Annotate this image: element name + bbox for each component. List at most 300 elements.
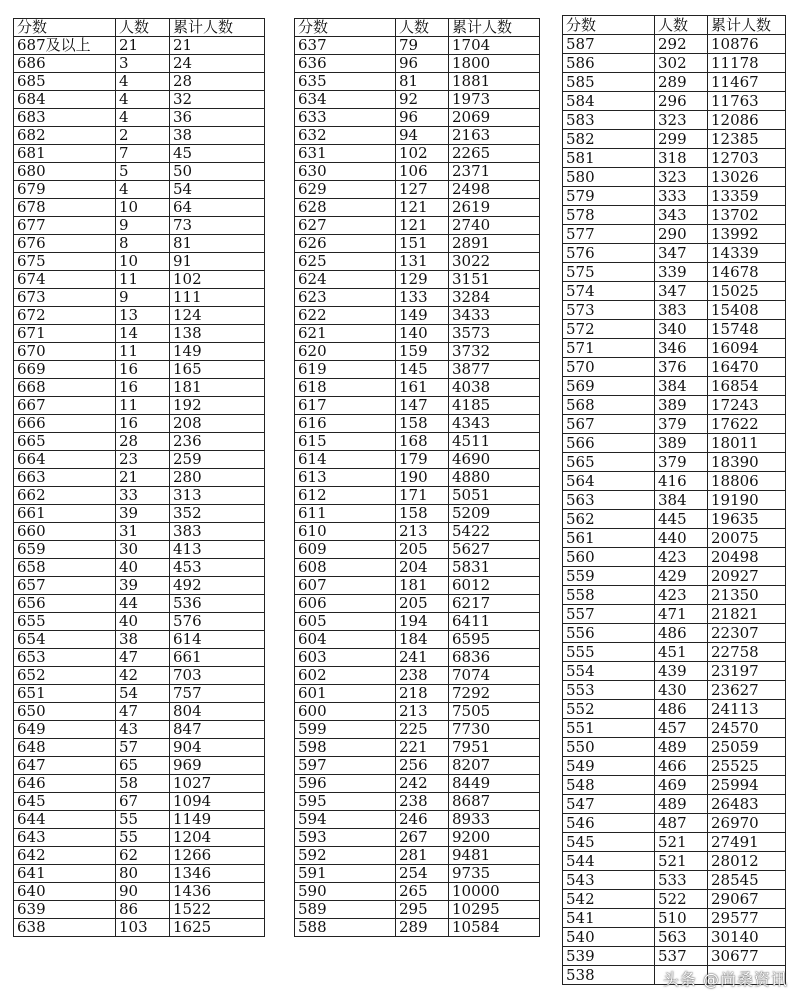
cell-score: 586	[563, 54, 655, 73]
cell-cumulative: 20075	[708, 529, 786, 548]
cell-score: 678	[14, 199, 116, 217]
cell-count: 57	[116, 739, 170, 757]
cell-score: 686	[14, 55, 116, 73]
cell-cumulative: 13702	[708, 206, 786, 225]
cell-cumulative: 9481	[449, 847, 540, 865]
cell-cumulative: 5209	[449, 505, 540, 523]
table-row	[295, 685, 540, 703]
score-table-1	[13, 18, 265, 937]
cell-score: 540	[563, 928, 655, 947]
table-row	[14, 37, 265, 55]
cell-score: 687及以上	[14, 37, 116, 55]
cell-cumulative: 16470	[708, 358, 786, 377]
cell-count: 30	[116, 541, 170, 559]
table-row	[14, 613, 265, 631]
table-row	[14, 703, 265, 721]
cell-count: 131	[396, 253, 449, 271]
table-row	[14, 217, 265, 235]
cell-count: 31	[116, 523, 170, 541]
cell-score: 602	[295, 667, 396, 685]
cell-score: 646	[14, 775, 116, 793]
cell-score: 588	[295, 919, 396, 937]
cell-score: 638	[14, 919, 116, 937]
table-row	[14, 883, 265, 901]
cell-count: 238	[396, 667, 449, 685]
cell-score: 589	[295, 901, 396, 919]
cell-count: 289	[396, 919, 449, 937]
table-row	[295, 379, 540, 397]
cell-score: 546	[563, 814, 655, 833]
cell-cumulative: 138	[170, 325, 265, 343]
cell-count: 4	[116, 109, 170, 127]
cell-cumulative: 73	[170, 217, 265, 235]
table-row	[295, 631, 540, 649]
cell-cumulative: 3022	[449, 253, 540, 271]
table-row	[563, 301, 786, 320]
table-row	[14, 271, 265, 289]
cell-count: 333	[655, 187, 708, 206]
header-count: 人数	[655, 16, 708, 35]
cell-score: 659	[14, 541, 116, 559]
cell-count: 522	[655, 890, 708, 909]
cell-score: 643	[14, 829, 116, 847]
cell-score: 634	[295, 91, 396, 109]
cell-score: 676	[14, 235, 116, 253]
cell-cumulative: 54	[170, 181, 265, 199]
table-row	[14, 163, 265, 181]
cell-count: 42	[116, 667, 170, 685]
cell-count: 62	[116, 847, 170, 865]
cell-cumulative: 81	[170, 235, 265, 253]
cell-cumulative: 19635	[708, 510, 786, 529]
table-body	[295, 37, 540, 937]
cell-count: 379	[655, 453, 708, 472]
table-row	[295, 721, 540, 739]
cell-count: 323	[655, 168, 708, 187]
cell-count: 340	[655, 320, 708, 339]
cell-score: 556	[563, 624, 655, 643]
cell-cumulative: 2740	[449, 217, 540, 235]
cell-score: 563	[563, 491, 655, 510]
cell-score: 594	[295, 811, 396, 829]
cell-score: 550	[563, 738, 655, 757]
cell-cumulative: 23627	[708, 681, 786, 700]
table-row	[14, 505, 265, 523]
table-row	[295, 811, 540, 829]
cell-score: 653	[14, 649, 116, 667]
cell-score: 648	[14, 739, 116, 757]
cell-score: 579	[563, 187, 655, 206]
cell-score: 554	[563, 662, 655, 681]
cell-score: 666	[14, 415, 116, 433]
table-row	[563, 757, 786, 776]
cell-cumulative: 11178	[708, 54, 786, 73]
cell-cumulative: 91	[170, 253, 265, 271]
table-row	[563, 187, 786, 206]
table-row	[295, 271, 540, 289]
watermark: 头条 @尚桑资讯	[662, 970, 788, 989]
cell-score: 552	[563, 700, 655, 719]
cell-count: 171	[396, 487, 449, 505]
table-row	[295, 847, 540, 865]
cell-cumulative: 15025	[708, 282, 786, 301]
cell-score: 566	[563, 434, 655, 453]
cell-score: 629	[295, 181, 396, 199]
cell-cumulative: 20927	[708, 567, 786, 586]
cell-cumulative: 2891	[449, 235, 540, 253]
cell-cumulative: 1436	[170, 883, 265, 901]
table-row	[14, 577, 265, 595]
cell-cumulative: 18390	[708, 453, 786, 472]
cell-cumulative: 21821	[708, 605, 786, 624]
table-row	[563, 339, 786, 358]
score-table-2	[294, 18, 540, 937]
table-row	[14, 433, 265, 451]
cell-count: 80	[116, 865, 170, 883]
cell-score: 616	[295, 415, 396, 433]
cell-cumulative: 18011	[708, 434, 786, 453]
cell-score: 542	[563, 890, 655, 909]
table-row	[14, 415, 265, 433]
cell-cumulative: 24113	[708, 700, 786, 719]
table-row	[563, 510, 786, 529]
table-row	[14, 451, 265, 469]
cell-score: 651	[14, 685, 116, 703]
table-row	[295, 577, 540, 595]
cell-count: 383	[655, 301, 708, 320]
table-row	[563, 206, 786, 225]
table-row	[295, 559, 540, 577]
cell-count: 225	[396, 721, 449, 739]
cell-count: 13	[116, 307, 170, 325]
table-row	[563, 947, 786, 966]
cell-cumulative: 1522	[170, 901, 265, 919]
cell-count: 533	[655, 871, 708, 890]
table-row	[14, 307, 265, 325]
cell-count: 127	[396, 181, 449, 199]
cell-count: 423	[655, 548, 708, 567]
cell-cumulative: 661	[170, 649, 265, 667]
cell-cumulative: 21350	[708, 586, 786, 605]
cell-score: 599	[295, 721, 396, 739]
cell-cumulative: 32	[170, 91, 265, 109]
cell-count: 16	[116, 361, 170, 379]
table-row	[295, 883, 540, 901]
cell-count: 21	[116, 469, 170, 487]
table-row	[295, 487, 540, 505]
cell-cumulative: 38	[170, 127, 265, 145]
cell-count: 521	[655, 852, 708, 871]
cell-cumulative: 36	[170, 109, 265, 127]
table-row	[295, 469, 540, 487]
cell-cumulative: 4880	[449, 469, 540, 487]
cell-count: 221	[396, 739, 449, 757]
table-row	[295, 433, 540, 451]
table-row	[295, 37, 540, 55]
cell-count: 296	[655, 92, 708, 111]
table-row	[14, 181, 265, 199]
table-row	[295, 451, 540, 469]
table-row	[563, 795, 786, 814]
table-row	[14, 919, 265, 937]
cell-score: 555	[563, 643, 655, 662]
table-row	[14, 109, 265, 127]
cell-cumulative: 26970	[708, 814, 786, 833]
cell-cumulative: 15408	[708, 301, 786, 320]
table-row	[295, 595, 540, 613]
cell-count: 38	[116, 631, 170, 649]
table-row	[563, 719, 786, 738]
cell-count: 302	[655, 54, 708, 73]
cell-count: 466	[655, 757, 708, 776]
header-count: 人数	[396, 19, 449, 37]
cell-count: 318	[655, 149, 708, 168]
cell-count: 44	[116, 595, 170, 613]
table-row	[295, 253, 540, 271]
table-row	[295, 415, 540, 433]
table-row	[563, 491, 786, 510]
table-row	[14, 379, 265, 397]
table-row	[295, 541, 540, 559]
cell-count: 213	[396, 523, 449, 541]
cell-cumulative: 5422	[449, 523, 540, 541]
cell-cumulative: 24570	[708, 719, 786, 738]
cell-score: 658	[14, 559, 116, 577]
cell-cumulative: 9200	[449, 829, 540, 847]
cell-count: 79	[396, 37, 449, 55]
cell-score: 672	[14, 307, 116, 325]
cell-score: 570	[563, 358, 655, 377]
cell-cumulative: 7505	[449, 703, 540, 721]
cell-count: 92	[396, 91, 449, 109]
cell-score: 603	[295, 649, 396, 667]
cell-score: 565	[563, 453, 655, 472]
cell-count: 376	[655, 358, 708, 377]
table-row	[295, 181, 540, 199]
table-row	[14, 901, 265, 919]
cell-cumulative: 3732	[449, 343, 540, 361]
cell-score: 621	[295, 325, 396, 343]
cell-cumulative: 4038	[449, 379, 540, 397]
cell-score: 571	[563, 339, 655, 358]
cell-score: 639	[14, 901, 116, 919]
cell-cumulative: 3284	[449, 289, 540, 307]
table-row	[14, 343, 265, 361]
cell-score: 559	[563, 567, 655, 586]
cell-cumulative: 23197	[708, 662, 786, 681]
cell-cumulative: 1973	[449, 91, 540, 109]
cell-cumulative: 5627	[449, 541, 540, 559]
cell-count: 290	[655, 225, 708, 244]
cell-cumulative: 29067	[708, 890, 786, 909]
cell-cumulative: 1027	[170, 775, 265, 793]
cell-score: 548	[563, 776, 655, 795]
cell-score: 600	[295, 703, 396, 721]
cell-score: 679	[14, 181, 116, 199]
cell-cumulative: 804	[170, 703, 265, 721]
cell-cumulative: 124	[170, 307, 265, 325]
cell-count: 55	[116, 829, 170, 847]
cell-score: 584	[563, 92, 655, 111]
cell-count: 179	[396, 451, 449, 469]
cell-cumulative: 10584	[449, 919, 540, 937]
cell-score: 587	[563, 35, 655, 54]
cell-score: 655	[14, 613, 116, 631]
table-row	[295, 397, 540, 415]
cell-cumulative: 3151	[449, 271, 540, 289]
cell-score: 608	[295, 559, 396, 577]
cell-score: 581	[563, 149, 655, 168]
cell-count: 445	[655, 510, 708, 529]
table-row	[563, 472, 786, 491]
cell-count: 254	[396, 865, 449, 883]
cell-score: 645	[14, 793, 116, 811]
table-row	[563, 130, 786, 149]
table-row	[563, 225, 786, 244]
cell-score: 580	[563, 168, 655, 187]
cell-score: 561	[563, 529, 655, 548]
cell-score: 623	[295, 289, 396, 307]
cell-count: 21	[116, 37, 170, 55]
cell-count: 241	[396, 649, 449, 667]
cell-count: 47	[116, 649, 170, 667]
cell-count: 181	[396, 577, 449, 595]
table-row	[563, 244, 786, 263]
cell-cumulative: 6012	[449, 577, 540, 595]
cell-count: 439	[655, 662, 708, 681]
cell-score: 662	[14, 487, 116, 505]
table-row	[295, 523, 540, 541]
cell-count: 145	[396, 361, 449, 379]
cell-cumulative: 14339	[708, 244, 786, 263]
cell-cumulative: 5831	[449, 559, 540, 577]
cell-cumulative: 2498	[449, 181, 540, 199]
cell-count: 16	[116, 415, 170, 433]
cell-cumulative: 1800	[449, 55, 540, 73]
cell-cumulative: 236	[170, 433, 265, 451]
cell-count: 204	[396, 559, 449, 577]
cell-count: 389	[655, 396, 708, 415]
cell-cumulative: 28	[170, 73, 265, 91]
table-row	[563, 453, 786, 472]
cell-count: 103	[116, 919, 170, 937]
cell-cumulative: 536	[170, 595, 265, 613]
cell-cumulative: 280	[170, 469, 265, 487]
cell-cumulative: 19190	[708, 491, 786, 510]
cell-count: 151	[396, 235, 449, 253]
cell-count: 486	[655, 624, 708, 643]
cell-score: 595	[295, 793, 396, 811]
table-row	[563, 662, 786, 681]
cell-cumulative: 22758	[708, 643, 786, 662]
score-table-3	[562, 15, 786, 985]
table-row	[295, 829, 540, 847]
table-row	[295, 307, 540, 325]
cell-count: 430	[655, 681, 708, 700]
cell-score: 593	[295, 829, 396, 847]
table-row	[14, 721, 265, 739]
table-row	[563, 814, 786, 833]
cell-score: 567	[563, 415, 655, 434]
table-row	[14, 469, 265, 487]
table-header-row	[563, 16, 786, 35]
cell-score: 601	[295, 685, 396, 703]
cell-score: 681	[14, 145, 116, 163]
cell-score: 562	[563, 510, 655, 529]
table-row	[563, 833, 786, 852]
cell-score: 597	[295, 757, 396, 775]
cell-cumulative: 165	[170, 361, 265, 379]
cell-score: 619	[295, 361, 396, 379]
cell-score: 612	[295, 487, 396, 505]
cell-score: 591	[295, 865, 396, 883]
cell-count: 90	[116, 883, 170, 901]
cell-cumulative: 7951	[449, 739, 540, 757]
cell-count: 158	[396, 505, 449, 523]
cell-cumulative: 8207	[449, 757, 540, 775]
table-row	[14, 397, 265, 415]
cell-count: 256	[396, 757, 449, 775]
table-row	[14, 793, 265, 811]
cell-cumulative: 30140	[708, 928, 786, 947]
table-row	[563, 928, 786, 947]
cell-count: 65	[116, 757, 170, 775]
cell-count: 40	[116, 559, 170, 577]
cell-count: 238	[396, 793, 449, 811]
cell-score: 665	[14, 433, 116, 451]
table-row	[295, 55, 540, 73]
cell-score: 667	[14, 397, 116, 415]
cell-count: 81	[396, 73, 449, 91]
cell-cumulative: 7292	[449, 685, 540, 703]
cell-count: 4	[116, 73, 170, 91]
table-row	[295, 739, 540, 757]
cell-score: 575	[563, 263, 655, 282]
table-row	[295, 865, 540, 883]
cell-score: 544	[563, 852, 655, 871]
cell-count: 486	[655, 700, 708, 719]
table-row	[295, 343, 540, 361]
table-row	[14, 559, 265, 577]
cell-cumulative: 1149	[170, 811, 265, 829]
table-row	[295, 901, 540, 919]
cell-cumulative: 6217	[449, 595, 540, 613]
table-row	[14, 91, 265, 109]
cell-count: 11	[116, 397, 170, 415]
cell-count: 205	[396, 595, 449, 613]
cell-cumulative: 22307	[708, 624, 786, 643]
cell-count: 158	[396, 415, 449, 433]
table-row	[295, 775, 540, 793]
cell-cumulative: 12385	[708, 130, 786, 149]
cell-cumulative: 16854	[708, 377, 786, 396]
cell-score: 605	[295, 613, 396, 631]
cell-score: 573	[563, 301, 655, 320]
table-row	[14, 829, 265, 847]
cell-count: 323	[655, 111, 708, 130]
cell-score: 606	[295, 595, 396, 613]
cell-count: 281	[396, 847, 449, 865]
cell-score: 650	[14, 703, 116, 721]
cell-score: 583	[563, 111, 655, 130]
cell-cumulative: 11763	[708, 92, 786, 111]
cell-score: 628	[295, 199, 396, 217]
table-row	[563, 54, 786, 73]
cell-cumulative: 2069	[449, 109, 540, 127]
table-row	[295, 613, 540, 631]
cell-score: 633	[295, 109, 396, 127]
cell-cumulative: 1881	[449, 73, 540, 91]
